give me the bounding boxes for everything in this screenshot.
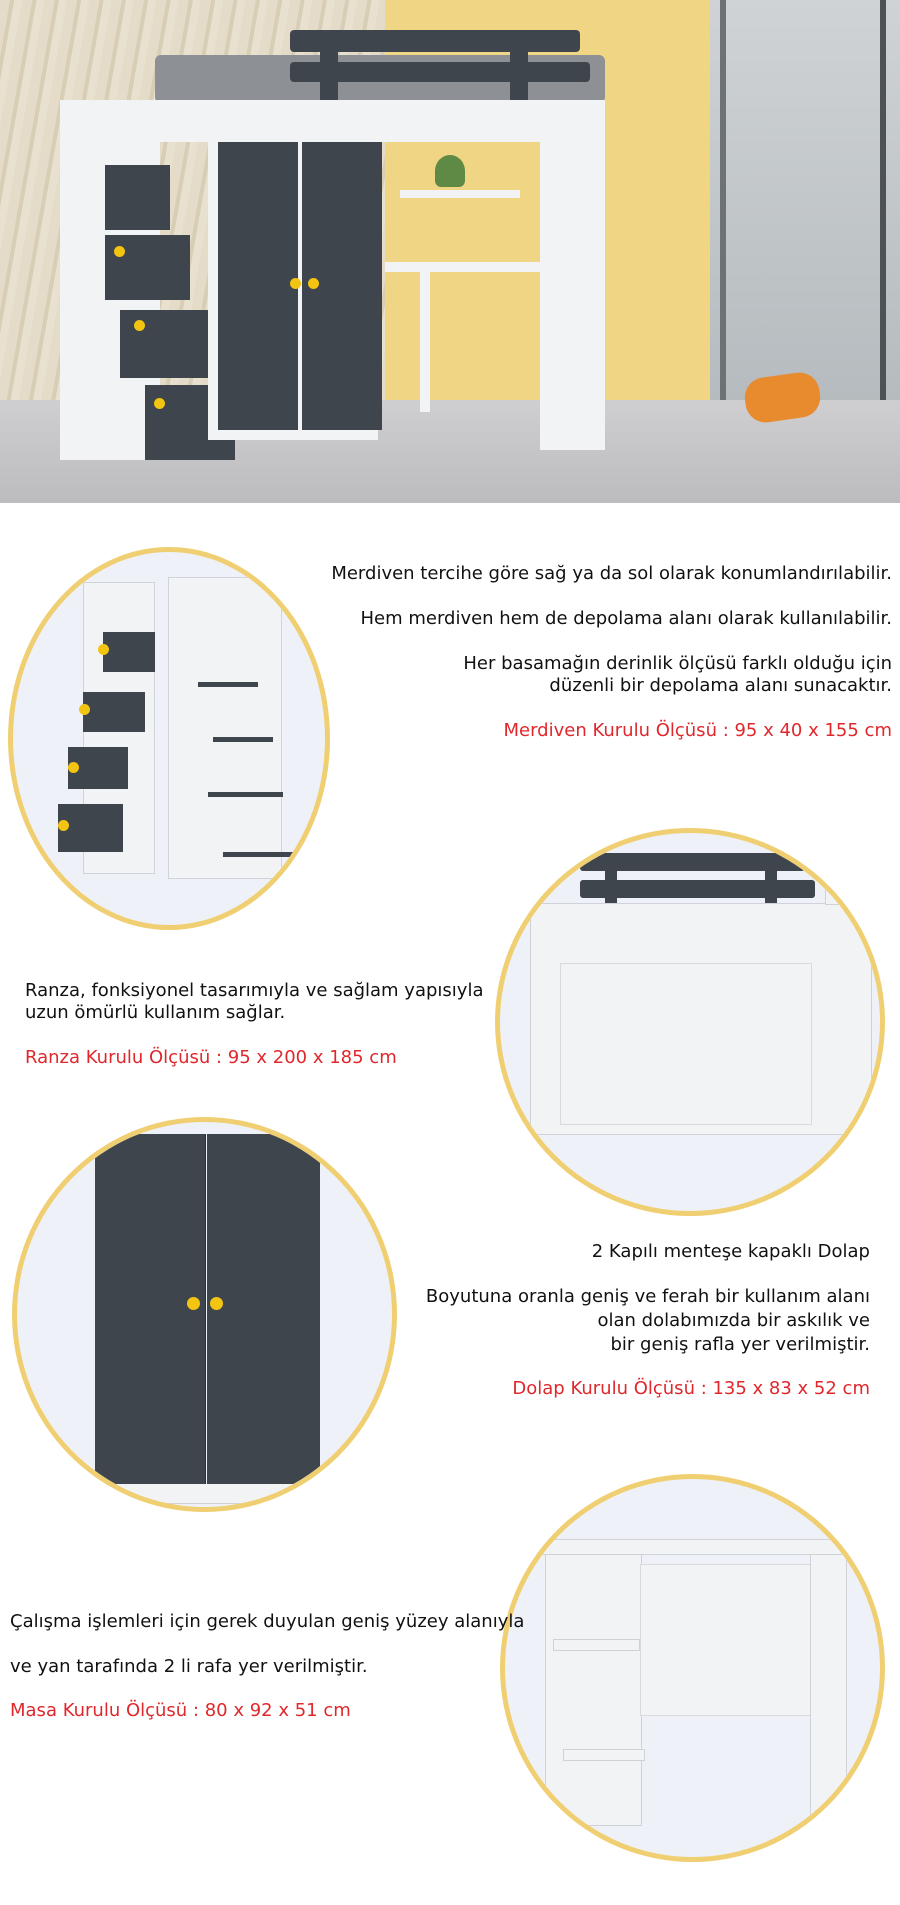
window-view [710, 0, 900, 420]
bunk-size: Ranza Kurulu Ölçüsü : 95 x 200 x 185 cm [25, 1047, 397, 1068]
wardrobe-text-1: 2 Kapılı menteşe kapaklı Dolap [591, 1241, 870, 1262]
desk-circle [500, 1474, 885, 1862]
wardrobe-size: Dolap Kurulu Ölçüsü : 135 x 83 x 52 cm [512, 1378, 870, 1399]
wardrobe-text-2b: olan dolabımızda bir askılık ve [597, 1310, 870, 1331]
stairs-text-1: Merdiven tercihe göre sağ ya da sol olarak konumlandırılabilir. [331, 563, 892, 584]
wardrobe-text-2a: Boyutuna oranla geniş ve ferah bir kullanım alanı [425, 1286, 870, 1307]
wardrobe-door-right [207, 1134, 320, 1484]
wardrobe-text-2c: bir geniş rafla yer verilmiştir. [610, 1334, 870, 1355]
stairs-text-2: Hem merdiven hem de depolama alanı olarak kullanılabilir. [360, 608, 892, 629]
desk-text-2: ve yan tarafında 2 li rafa yer verilmiştir. [10, 1656, 368, 1677]
desk-size: Masa Kurulu Ölçüsü : 80 x 92 x 51 cm [10, 1700, 351, 1721]
hero-wardrobe-door-left [218, 142, 298, 430]
bed-frame [145, 100, 605, 142]
stairs-text-3a: Her basamağın derinlik ölçüsü farklı olduğu için [463, 653, 892, 674]
stairs-text-3b: düzenli bir depolama alanı sunacaktır. [549, 675, 892, 696]
plant [435, 155, 465, 187]
bunk-circle [495, 828, 885, 1216]
stairs-size: Merdiven Kurulu Ölçüsü : 95 x 40 x 155 cm [503, 720, 892, 741]
stairs-circle [8, 547, 330, 930]
desk-top [530, 1539, 872, 1555]
hero-desk-top [385, 262, 550, 272]
desk-text-1: Çalışma işlemleri için gerek duyulan geniş yüzey alanıyla [10, 1611, 525, 1632]
hero-product-photo [0, 0, 900, 503]
wardrobe-circle [12, 1117, 397, 1512]
bunk-text-1: Ranza, fonksiyonel tasarımıyla ve sağlam yapısıyla [25, 980, 484, 1001]
bunk-text-2: uzun ömürlü kullanım sağlar. [25, 1002, 286, 1023]
